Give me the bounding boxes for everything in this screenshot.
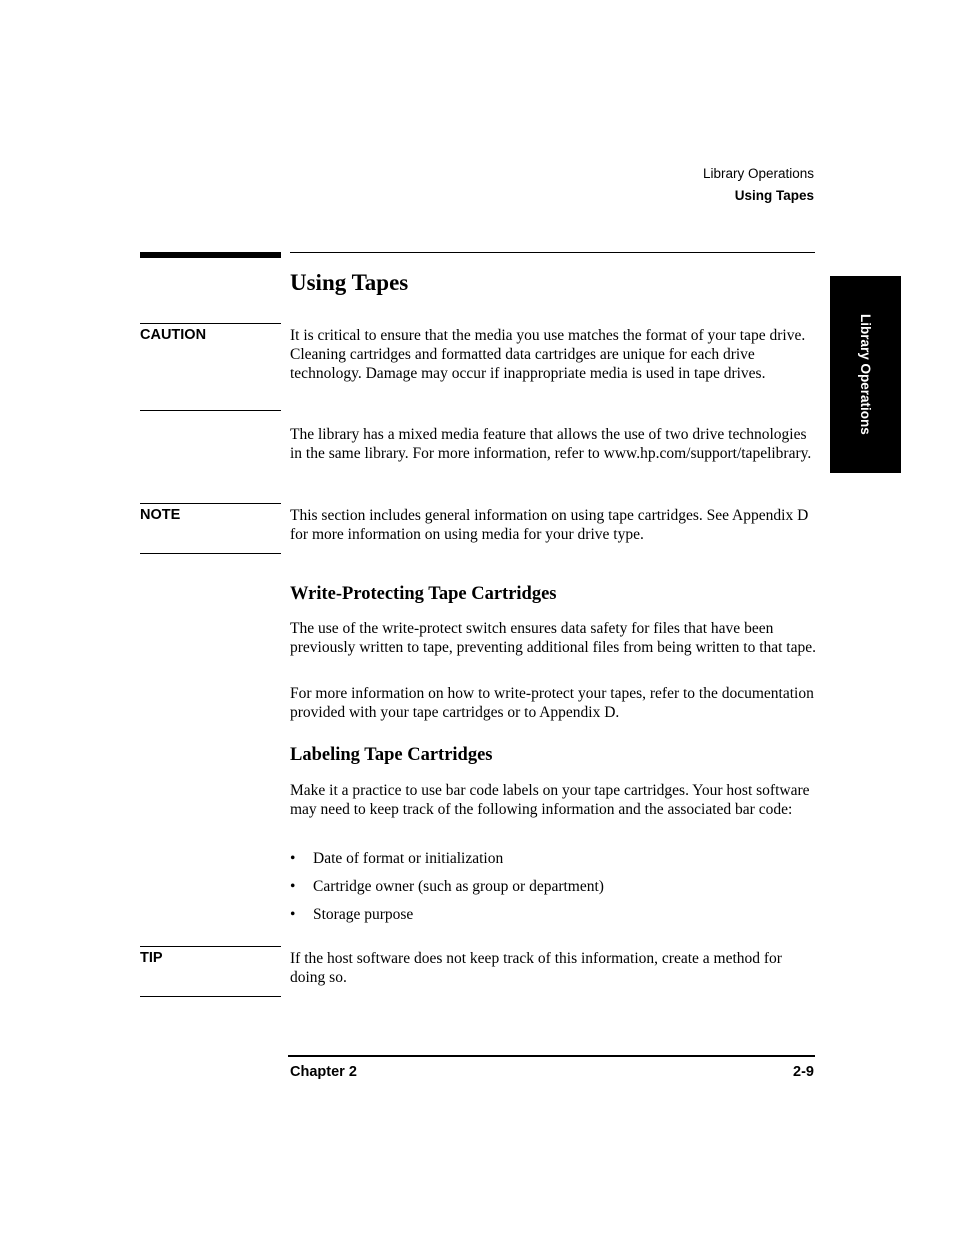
tracking-info-list: [290, 849, 818, 933]
intro-paragraph: The library has a mixed media feature that allows the use of two drive technologies in the same library. For more information, refer to www.hp.com/support/tapelibrary.: [290, 426, 812, 462]
bullet-icon: •: [290, 850, 296, 867]
labeling-heading: Labeling Tape Cartridges: [290, 745, 493, 765]
tip-text: If the host software does not keep track of this information, create a method for doing so.: [290, 950, 782, 986]
footer-chapter: Chapter 2: [290, 1064, 357, 1080]
running-header-chapter: Library Operations: [702, 166, 814, 181]
note-top-rule: [140, 503, 281, 504]
page-title: Using Tapes: [290, 270, 409, 295]
chapter-thumb-tab: [830, 276, 901, 473]
bullet-icon: •: [290, 906, 296, 923]
list-item: • Storage purpose: [290, 906, 414, 923]
list-item: • Date of format or initialization: [290, 850, 504, 867]
title-divider: [290, 252, 815, 253]
write-protect-paragraph-1: The use of the write-protect switch ensures data safety for files that have been previously written to tape, preventing additional files from being written to that tape.: [290, 620, 817, 656]
note-label: NOTE: [140, 507, 181, 523]
running-header-section: Using Tapes: [734, 188, 814, 203]
write-protect-paragraph-2: For more information on how to write-protect your tapes, refer to the documentation provided with your tape cartridges or to Appendix D.: [290, 685, 814, 721]
write-protect-heading: Write-Protecting Tape Cartridges: [290, 584, 557, 604]
labeling-paragraph: Make it a practice to use bar code labels on your tape cartridges. Your host software may need to keep track of the following information and the associated bar code:: [290, 782, 810, 818]
footer-rule: [288, 1055, 815, 1057]
list-item: • Cartridge owner (such as group or department): [290, 878, 604, 895]
caution-label: CAUTION: [140, 327, 207, 343]
bullet-icon: •: [290, 878, 296, 895]
caution-top-rule: [140, 323, 281, 324]
caution-text: It is critical to ensure that the media you use matches the format of your tape drive. Cleaning cartridges and formatted data cartridges are unique for each drive technology. Damage may occur if inappropriate media is used in tape drives.: [290, 327, 806, 382]
caution-bottom-rule: [140, 410, 281, 411]
chapter-thumb-tab-label: Library Operations: [858, 314, 873, 435]
tip-top-rule: [140, 946, 281, 947]
note-bottom-rule: [140, 553, 281, 554]
tip-bottom-rule: [140, 996, 281, 997]
note-text: This section includes general information on using tape cartridges. See Appendix D for more information on using media for your drive type.: [290, 507, 809, 543]
page-number: 2-9: [793, 1064, 814, 1080]
section-marker-bar: [140, 252, 281, 258]
tip-label: TIP: [140, 950, 163, 966]
